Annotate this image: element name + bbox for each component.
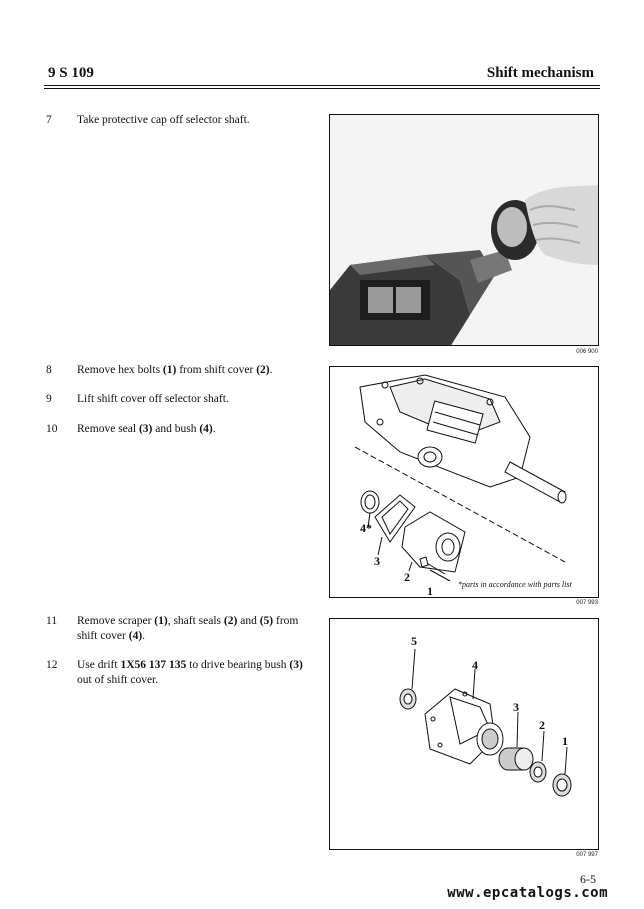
figure-code: 006 900 [576,349,598,355]
figure-code: 007 997 [576,852,598,858]
page-number: 6-5 [580,872,596,886]
shift-cover-seals-diagram [330,619,599,850]
step-12 [46,658,311,688]
step-10 [46,422,316,437]
step-number: 8 [46,364,52,376]
callout-3: 3 [513,700,519,714]
figure-code: 007 993 [576,600,598,606]
step-number: 12 [46,659,58,671]
step-7 [46,113,316,128]
figure-exploded-seals [329,618,599,850]
header-section-title: Shift mechanism [486,65,594,81]
callout-3: 3 [374,554,380,568]
header-rule [44,85,600,86]
figure-exploded-shift-cover [329,366,599,598]
step-number: 11 [46,615,58,627]
callout-5: 5 [411,634,417,648]
step-text: Remove hex bolts (1) from shift cover (2). [77,364,273,376]
figure-photo-protective-cap [329,114,599,346]
step-11 [46,614,311,644]
step-9 [46,392,316,407]
step-text: Remove seal (3) and bush (4). [77,423,216,435]
callout-2: 2 [539,718,545,732]
step-number: 7 [46,114,52,126]
step-number: 10 [46,423,58,435]
step-text: Take protective cap off selector shaft. [77,114,250,126]
step-number: 9 [46,393,52,405]
callout-1: 1 [427,584,433,598]
watermark: www.epcatalogs.com [447,885,608,901]
step-text: Remove scraper (1), shaft seals (2) and (5) from shift cover (4). [77,615,299,642]
step-8 [46,363,316,378]
header-model: 9 S 109 [48,65,94,81]
shift-cover-diagram [330,367,599,598]
callout-1: 1 [562,734,568,748]
step-text: Use drift 1X56 137 135 to drive bearing bush (3) out of shift cover. [77,659,303,686]
callout-4: 4 [472,658,478,672]
header-rule-thin [44,88,600,89]
callout-4-star: 4* [360,521,372,535]
gearbox-photo-illustration [330,115,599,346]
figure-note: *parts in accordance with parts list [458,580,572,589]
callout-2: 2 [404,570,410,584]
step-text: Lift shift cover off selector shaft. [77,393,229,405]
